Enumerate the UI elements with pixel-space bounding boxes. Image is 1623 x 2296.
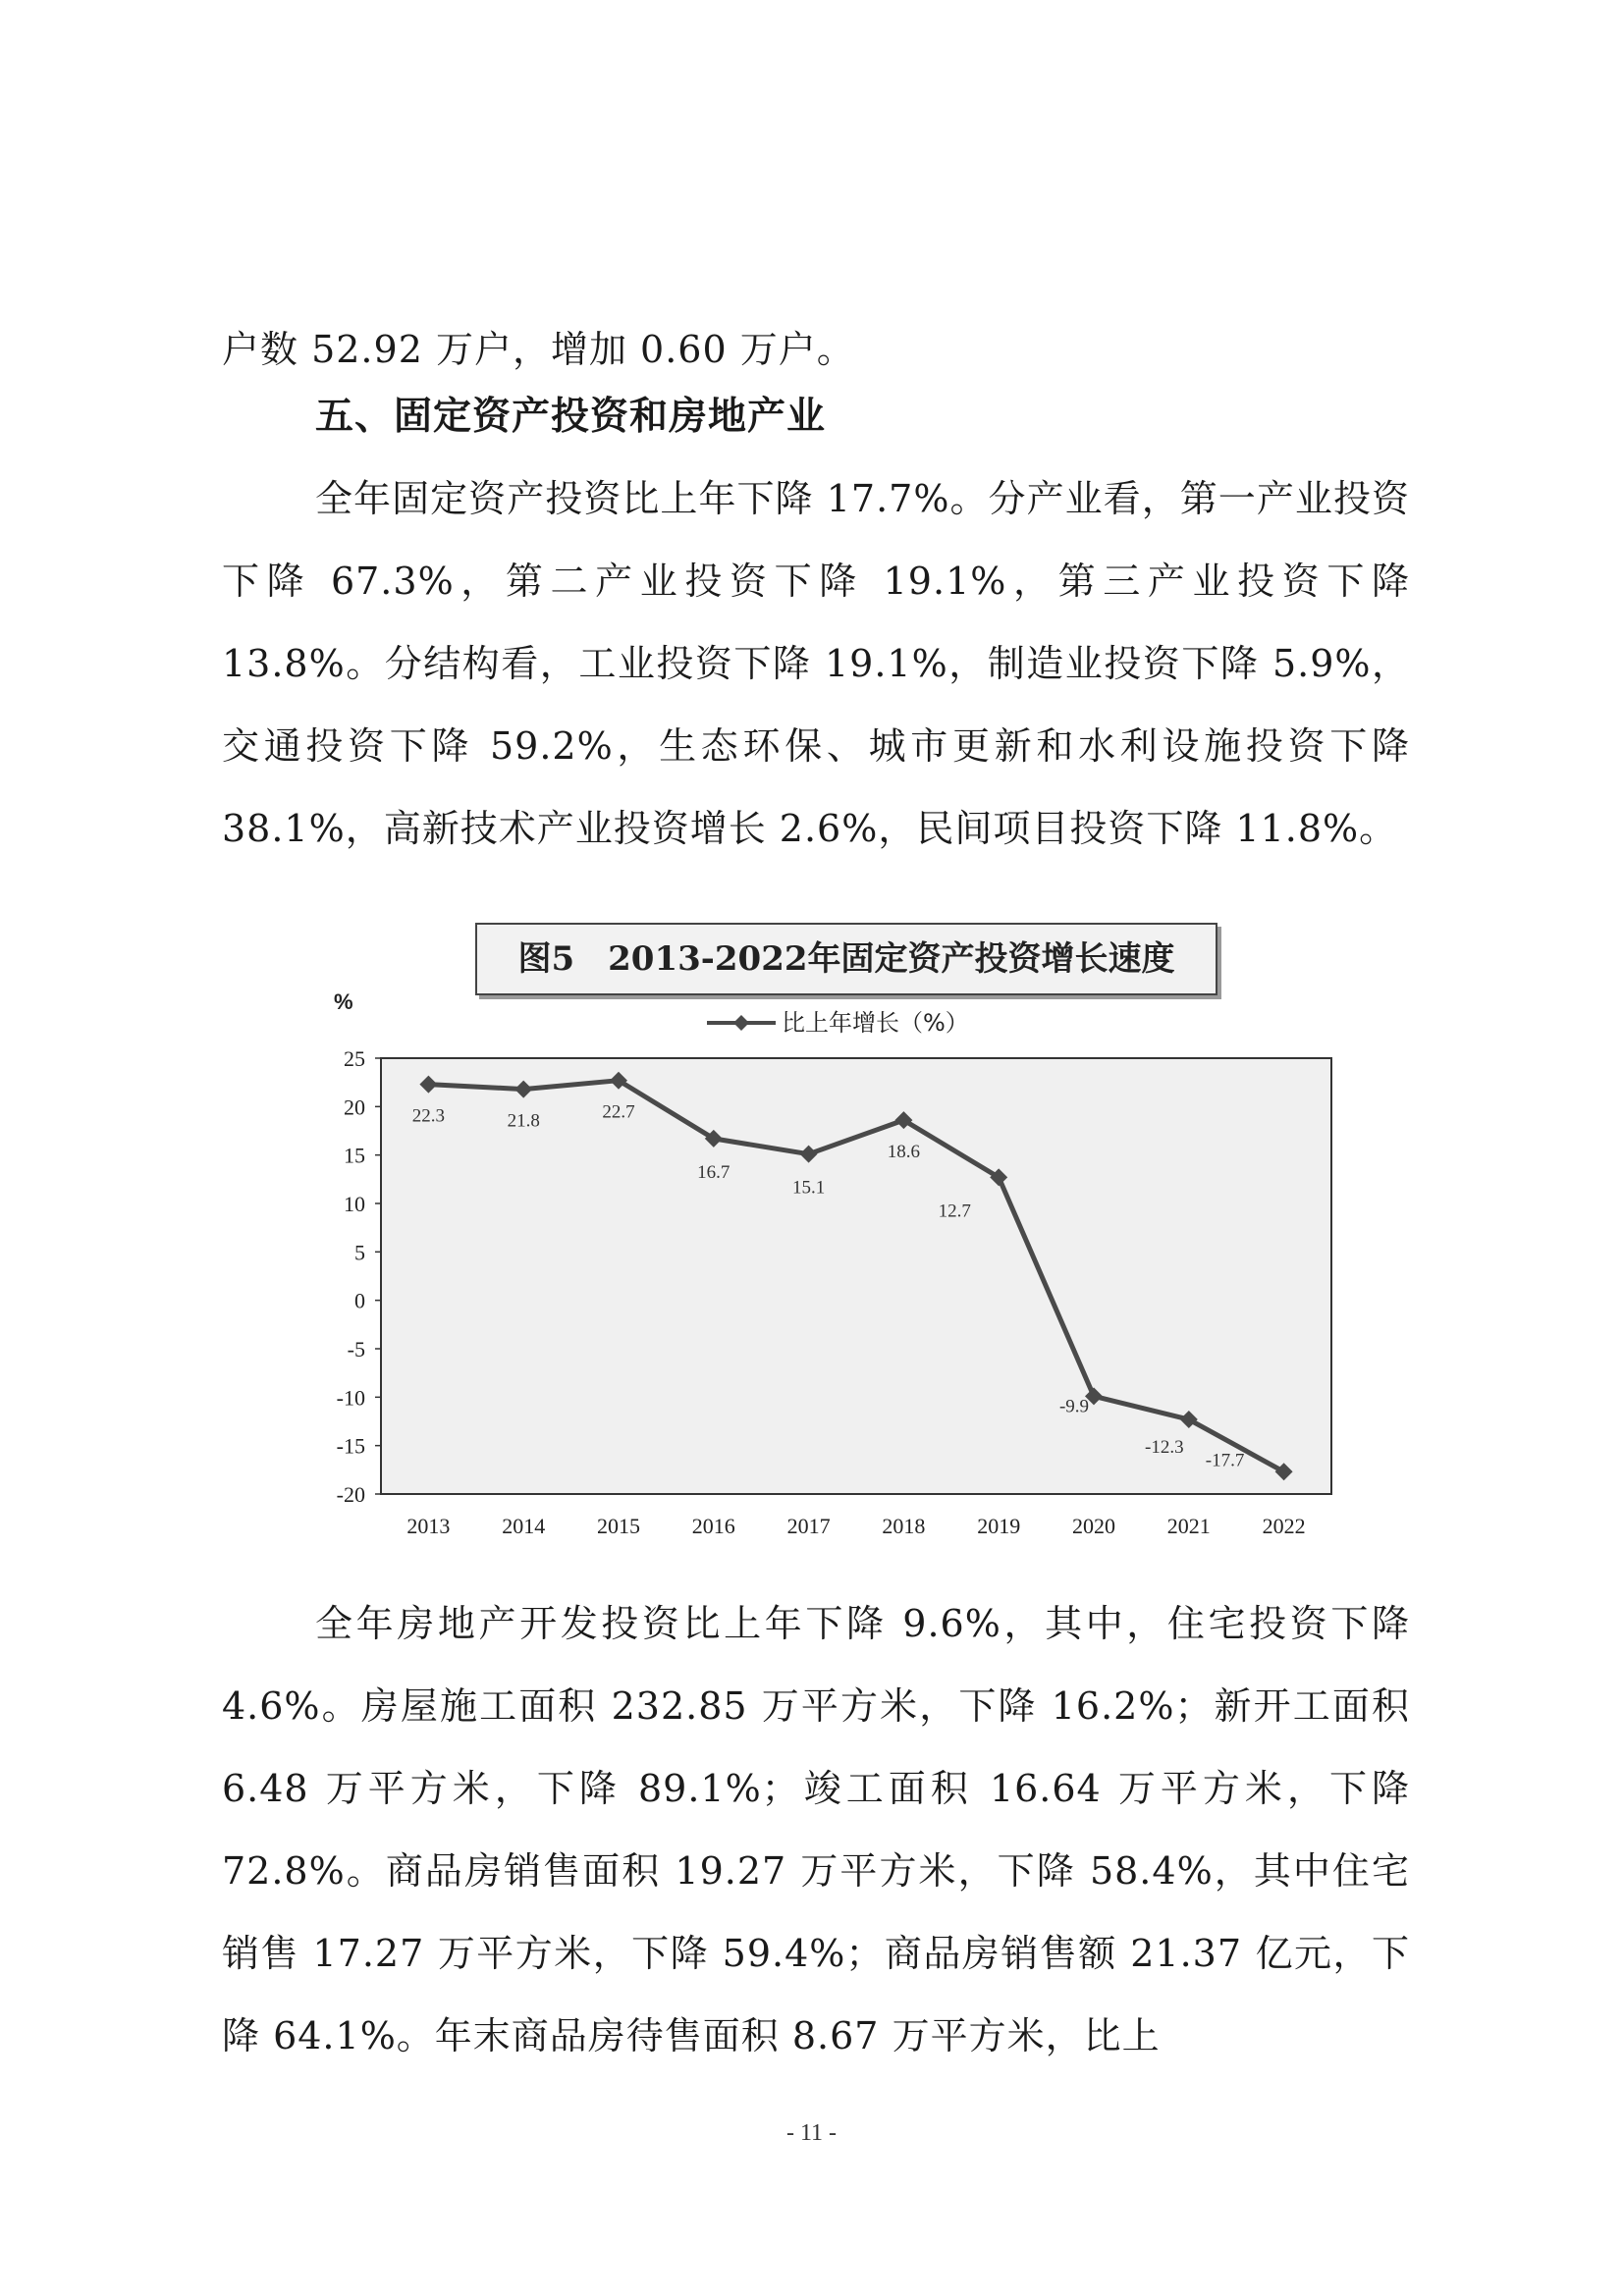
chart-title: 图5 2013-2022年固定资产投资增长速度: [475, 923, 1217, 995]
y-tick-label: 10: [344, 1192, 365, 1216]
x-tick-label: 2020: [1072, 1514, 1115, 1538]
page-number: - 11 -: [785, 2120, 838, 2146]
y-axis-label: %: [334, 989, 353, 1014]
paragraph-real-estate: 全年房地产开发投资比上年下降 9.6%，其中，住宅投资下降 4.6%。房屋施工面积 232.85 万平方米，下降 16.2%；新开工面积 6.48 万平方米，下降 89.1%；竣工面积 16.64 万平方米，下降 72.8%。商品房销售面积 19.27 万平方米，下降 58.4%，其中住宅销售 17.27 万平方米，下降 59.4%；商品房销售额 21.37 亿元，下降 64.1%。年末商品房待售面积 8.67 万平方米，比上: [222, 1602, 1410, 2057]
x-tick-label: 2018: [882, 1514, 926, 1538]
y-tick-label: 15: [344, 1143, 365, 1168]
y-tick-label: -5: [347, 1337, 365, 1362]
data-label: 16.7: [697, 1161, 730, 1183]
data-label: -17.7: [1205, 1450, 1245, 1471]
data-label: 15.1: [791, 1177, 826, 1199]
y-tick-label: 25: [344, 1046, 365, 1071]
x-tick-label: 2022: [1262, 1514, 1306, 1538]
x-tick-label: 2014: [502, 1514, 546, 1538]
data-label: 22.3: [411, 1105, 446, 1127]
x-tick-label: 2015: [597, 1514, 640, 1538]
x-tick-label: 2013: [406, 1514, 451, 1538]
data-label: 21.8: [507, 1110, 540, 1132]
y-tick-label: -10: [336, 1385, 365, 1411]
x-tick-label: 2019: [977, 1514, 1021, 1538]
y-tick-label: 0: [354, 1288, 365, 1313]
y-tick-label: -15: [336, 1433, 365, 1459]
data-label: 18.6: [887, 1142, 921, 1163]
section-heading: 五、固定资产投资和房地产业: [315, 395, 827, 439]
y-tick-label: -20: [336, 1482, 365, 1507]
data-label: -9.9: [1058, 1396, 1090, 1417]
fixed-asset-growth-chart: [295, 982, 1335, 1571]
y-tick-label: 5: [354, 1240, 365, 1265]
x-tick-label: 2016: [691, 1514, 735, 1538]
paragraph-fixed-asset-investment: 全年固定资产投资比上年下降 17.7%。分产业看，第一产业投资下降 67.3%，第二产业投资下降 19.1%，第三产业投资下降 13.8%。分结构看，工业投资下降 19.1%，制造业投资下降 5.9%，交通投资下降 59.2%，生态环保、城市更新和水利设施投资下降 38.1%，高新技术产业投资增长 2.6%，民间项目投资下降 11.8%。: [222, 477, 1410, 850]
x-tick-label: 2017: [786, 1514, 831, 1538]
legend-marker: [733, 1015, 749, 1031]
data-label: 12.7: [938, 1201, 971, 1222]
y-tick-label: 20: [344, 1095, 365, 1120]
data-label: 22.7: [602, 1101, 635, 1123]
legend-label: 比上年增长（%）: [782, 1009, 969, 1037]
data-label: -12.3: [1145, 1437, 1184, 1459]
paragraph-continuation: 户数 52.92 万户，增加 0.60 万户。: [222, 328, 855, 371]
x-tick-label: 2021: [1166, 1514, 1211, 1538]
